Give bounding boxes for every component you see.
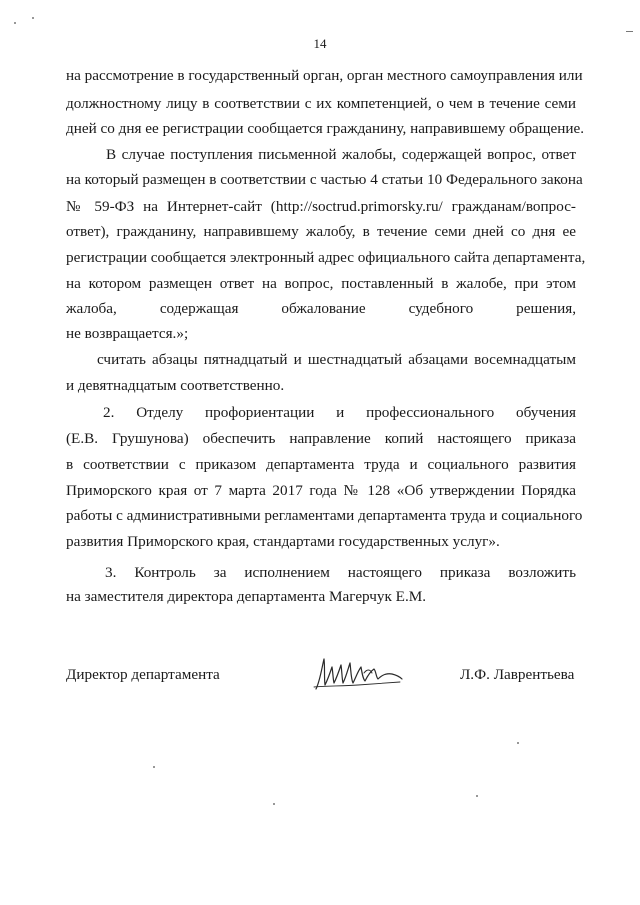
text-line: 3. Контроль за исполнением настоящего приказа возложить	[105, 564, 576, 581]
text-line: и девятнадцатым соответственно.	[66, 377, 285, 394]
text-line: считать абзацы пятнадцатый и шестнадцатый абзацами восемнадцатым	[97, 351, 576, 368]
signatory-name: Л.Ф. Лаврентьева	[460, 666, 575, 683]
text-line: В случае поступления письменной жалобы, содержащей вопрос, ответ	[106, 146, 576, 163]
text-line: на рассмотрение в государственный орган, орган местного самоуправления или	[66, 67, 583, 84]
text-line: 2. Отделу профориентации и профессионального обучения	[103, 404, 576, 421]
scan-speck	[517, 742, 519, 744]
text-line: жалоба, содержащая обжалование судебного решения,	[66, 300, 576, 317]
text-line: № 59-ФЗ на Интернет-сайт (http://soctrud.primorsky.ru/ гражданам/вопрос-	[66, 198, 576, 215]
text-line: ответ), гражданину, направившему жалобу, в течение семи дней со дня ее	[66, 223, 576, 240]
scan-speck	[273, 803, 275, 805]
signatory-title: Директор департамента	[66, 666, 220, 683]
text-line: регистрации сообщается электронный адрес официального сайта департамента,	[66, 249, 586, 266]
handwritten-signature	[312, 653, 404, 693]
text-line: на который размещен в соответствии с частью 4 статьи 10 Федерального закона	[66, 171, 583, 188]
scan-speck	[14, 22, 16, 24]
text-line: должностному лицу в соответствии с их компетенцией, о чем в течение семи	[66, 95, 576, 112]
scan-speck	[153, 766, 155, 768]
text-line: дней со дня ее регистрации сообщается гражданину, направившему обращение.	[66, 120, 585, 137]
text-line: на заместителя директора департамента Магерчук Е.М.	[66, 588, 427, 605]
text-line: на котором размещен ответ на вопрос, поставленный в жалобе, при этом	[66, 275, 576, 292]
text-line: работы с административными регламентами департамента труда и социального	[66, 507, 583, 524]
scan-speck	[626, 31, 633, 32]
text-line: (Е.В. Грушунова) обеспечить направление копий настоящего приказа	[66, 430, 576, 447]
text-line: развития Приморского края, стандартами государственных услуг».	[66, 533, 500, 550]
scan-speck	[476, 795, 478, 797]
text-line: Приморского края от 7 марта 2017 года № 128 «Об утверждении Порядка	[66, 482, 576, 499]
text-line: не возвращается.»;	[66, 325, 189, 342]
page-number: 14	[313, 36, 327, 51]
text-line: в соответствии с приказом департамента труда и социального развития	[66, 456, 576, 473]
scan-speck	[32, 17, 34, 19]
